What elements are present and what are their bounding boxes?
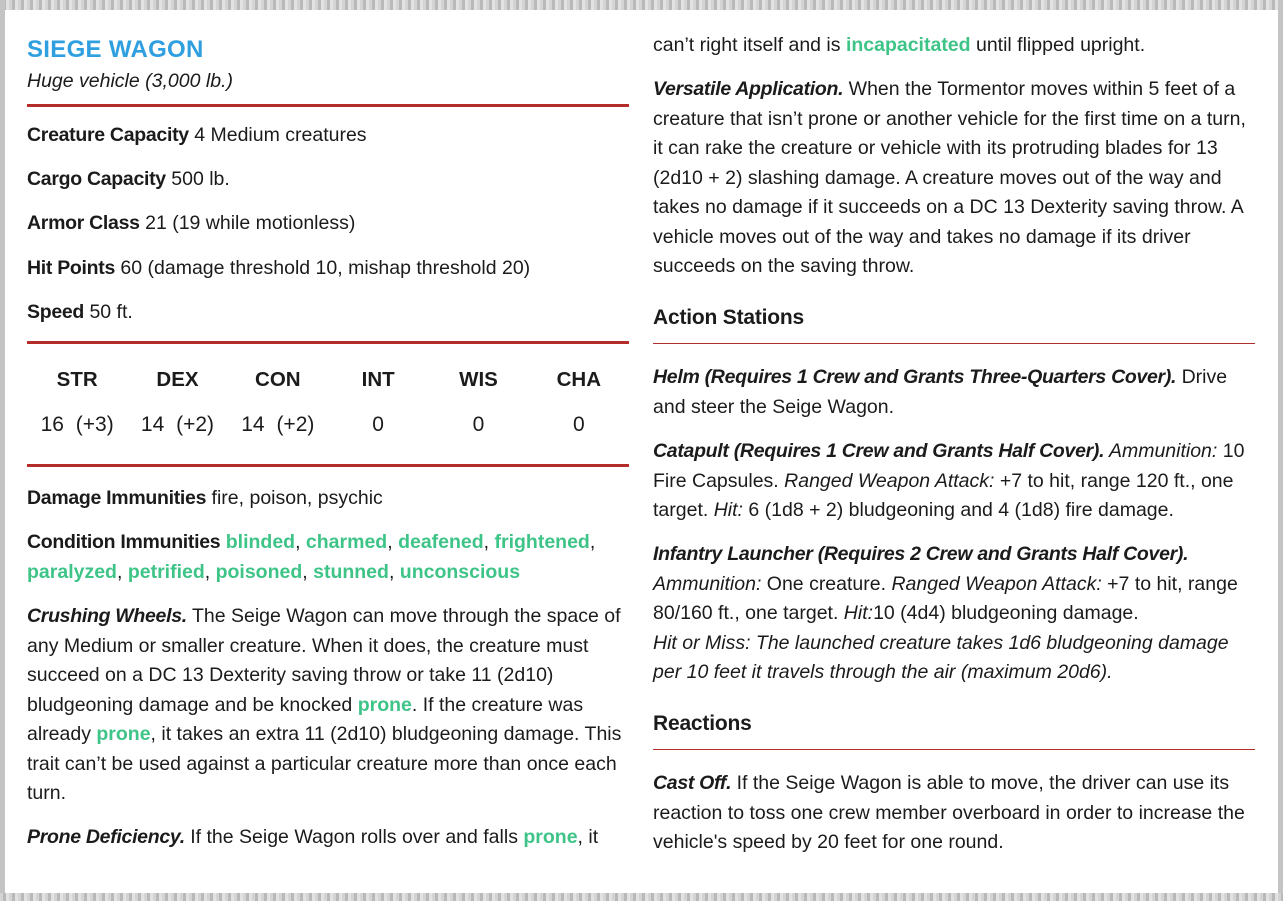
- trait-text: can’t right itself and is: [653, 34, 846, 56]
- reaction-cast-off: [653, 769, 1255, 858]
- frame-top-edge: [0, 0, 1283, 10]
- action-name: Infantry Launcher (Requires 2 Crew and Grants Half Cover).: [653, 543, 1189, 565]
- condition-unconscious: unconscious: [399, 560, 521, 583]
- separator: ,: [116, 560, 123, 583]
- cargo-capacity-label: Cargo Capacity: [27, 168, 166, 190]
- ability-name-str: STR: [56, 368, 98, 391]
- separator: ,: [387, 531, 393, 553]
- reaction-text: If the Seige Wagon is able to move, the driver can use its reaction to toss one crew member overboard in order to increase the vehicle's speed by 20 feet for one round.: [653, 772, 1245, 853]
- ability-names-row: [27, 368, 629, 392]
- condition-paralyzed: paralyzed: [27, 560, 117, 583]
- action-catapult: [653, 437, 1255, 526]
- trait-name: Versatile Application.: [653, 78, 844, 100]
- speed-label: Speed: [27, 301, 85, 323]
- creature-capacity-label: Creature Capacity: [27, 124, 189, 146]
- action-infantry-launcher: [653, 540, 1255, 688]
- hit-label: Hit:: [838, 602, 874, 624]
- trait-text: If the Seige Wagon rolls over and falls: [184, 826, 524, 848]
- ability-value-dex: 14 (+2): [140, 413, 215, 436]
- cargo-capacity-row: [27, 165, 629, 195]
- ability-value-cha: 0: [572, 413, 585, 436]
- section-divider: [653, 749, 1255, 750]
- trait-text: , it takes an extra 11 (2d10) bludgeoning damage. This trait can’t be used against a particular creature more than once each turn.: [27, 723, 622, 804]
- condition-petrified: petrified: [127, 560, 205, 583]
- trait-prone-deficiency: [27, 823, 629, 853]
- ability-name-dex: DEX: [156, 368, 199, 391]
- separator: ,: [295, 531, 301, 553]
- ability-name-con: CON: [255, 368, 301, 391]
- trait-text: until flipped upright.: [970, 34, 1146, 56]
- attack-label: Ranged Weapon Attack:: [778, 469, 995, 492]
- creature-capacity-row: [27, 121, 629, 151]
- damage-immunities-row: [27, 484, 629, 514]
- condition-immunities-label: Condition Immunities: [27, 531, 221, 553]
- condition-link-prone[interactable]: prone: [357, 693, 412, 716]
- divider-abilities-bottom: [27, 464, 629, 467]
- ammunition-value: One creature.: [761, 572, 887, 595]
- divider-top: [27, 104, 629, 107]
- ability-value-wis: 0: [472, 413, 485, 436]
- frame-right-edge: [1278, 0, 1283, 901]
- armor-class-row: [27, 209, 629, 239]
- condition-immunities-row: [27, 528, 629, 587]
- separator: ,: [302, 560, 308, 583]
- separator: ,: [204, 560, 211, 583]
- trait-name: Prone Deficiency.: [27, 826, 185, 848]
- action-helm: [653, 363, 1255, 422]
- trait-versatile-application: [653, 75, 1255, 282]
- condition-stunned: stunned: [313, 560, 389, 583]
- hit-value: 6 (1d8 + 2) bludgeoning and 4 (1d8) fire damage.: [742, 499, 1174, 521]
- section-divider: [653, 343, 1255, 344]
- damage-immunities-value: fire, poison, psychic: [211, 487, 383, 509]
- attack-value: +7 to hit, range 80/160 ft., one target.: [653, 572, 1238, 624]
- separator: ,: [589, 531, 596, 553]
- condition-link-prone[interactable]: prone: [523, 826, 578, 848]
- ability-name-int: INT: [361, 368, 395, 391]
- section-heading-action-stations: Action Stations: [653, 306, 805, 329]
- action-text: Drive and steer the Seige Wagon.: [653, 366, 1228, 418]
- trait-crushing-wheels: [27, 602, 629, 809]
- armor-class-label: Armor Class: [27, 212, 140, 234]
- ability-values-row: [27, 413, 629, 437]
- ability-name-wis: WIS: [459, 368, 498, 391]
- ability-value-con: 14 (+2): [241, 413, 315, 436]
- ability-value-int: 0: [372, 413, 384, 436]
- ability-name-cha: CHA: [556, 368, 602, 391]
- trait-text: , it: [577, 826, 599, 848]
- ammunition-value: 10 Fire Capsules.: [653, 440, 1245, 492]
- armor-class-value: 21 (19 while motionless): [145, 212, 356, 234]
- page-title: SIEGE WAGON: [27, 36, 204, 63]
- attack-value: +7 to hit, range 120 ft., one target.: [653, 469, 1234, 521]
- speed-row: [27, 298, 629, 328]
- hit-label: Hit:: [708, 499, 743, 521]
- trait-text: . If the creature was already: [27, 693, 584, 745]
- hit-points-row: [27, 254, 629, 284]
- hit-points-label: Hit Points: [27, 257, 115, 279]
- subtitle: Huge vehicle (3,000 lb.): [27, 70, 233, 92]
- frame-bottom-edge: [0, 893, 1283, 901]
- hit-points-value: 60 (damage threshold 10, mishap threshold 20): [120, 257, 531, 279]
- ability-value-str: 16 (+3): [40, 413, 114, 436]
- trait-text: The Seige Wagon can move through the space of any Medium or smaller creature. When it does, the creature must succeed on a DC 13 Dexterity saving throw or take 11 (2d10) bludgeoning damage and be knocked: [27, 605, 621, 716]
- divider-abilities-top: [27, 341, 629, 344]
- damage-immunities-label: Damage Immunities: [27, 487, 207, 509]
- section-heading-reactions: Reactions: [653, 712, 752, 735]
- creature-capacity-value: 4 Medium creatures: [194, 124, 367, 146]
- condition-deafened: deafened: [398, 531, 484, 553]
- condition-blinded: blinded: [225, 531, 296, 553]
- trait-name: Crushing Wheels.: [27, 605, 187, 627]
- condition-frightened: frightened: [494, 531, 590, 553]
- hit-value: 10 (4d4) bludgeoning damage.: [873, 602, 1139, 624]
- action-name: Helm (Requires 1 Crew and Grants Three-Quarters Cover).: [653, 366, 1177, 388]
- hit-or-miss-text: Hit or Miss: The launched creature takes 1d6 bludgeoning damage per 10 feet it travels through the air (maximum 20d6).: [653, 631, 1229, 683]
- ammunition-label: Ammunition:: [1104, 440, 1218, 462]
- separator: ,: [483, 531, 490, 553]
- stat-block-page: [5, 10, 1278, 893]
- condition-link-incapacitated[interactable]: incapacitated: [845, 34, 971, 56]
- reaction-name: Cast Off.: [653, 772, 732, 794]
- trait-prone-deficiency-continued: [653, 31, 1255, 61]
- ammunition-label: Ammunition:: [653, 572, 762, 595]
- action-name: Catapult (Requires 1 Crew and Grants Half Cover).: [653, 440, 1105, 462]
- cargo-capacity-value: 500 lb.: [171, 168, 230, 190]
- attack-label: Ranged Weapon Attack:: [886, 572, 1102, 595]
- condition-link-prone[interactable]: prone: [96, 723, 151, 745]
- trait-text: When the Tormentor moves within 5 feet of a creature that isn’t prone or another vehicle for the first time on a turn, it can rake the creature or vehicle with its protruding blades for 13 (2d10 + 2) slashing damage. A creature moves out of the way and takes no damage if it succeeds on a DC 13 Dexterity saving throw. A vehicle moves out of the way and takes no damage if its driver succeeds on the saving throw.: [653, 78, 1246, 277]
- separator: ,: [388, 560, 395, 583]
- condition-poisoned: poisoned: [215, 560, 303, 583]
- speed-value: 50 ft.: [89, 301, 133, 323]
- condition-charmed: charmed: [305, 531, 388, 553]
